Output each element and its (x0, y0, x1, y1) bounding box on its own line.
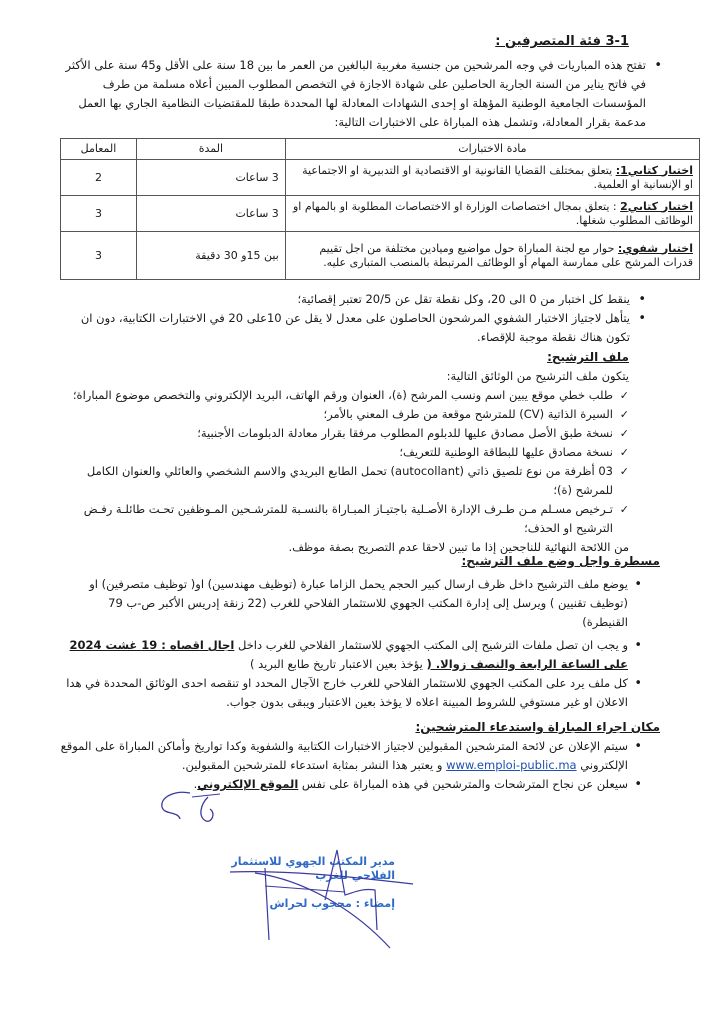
intro-paragraph: • تفتح هذه المباريات في وجه المرشحين من جنسية مغربية البالغين من العمر ما بين 18 سنة على الأقل و45 سنة على الأكثر في فاتح يناير من السنة الجارية الحاصلين على شهادة الاجازة في التخصص المطلوب المبين أعلاه مسلمة من طرف المؤسسات الجامعية الوطنية المؤهلة او إحدى الشهادات المعادلة لها المحددة طبقا للمقتضيات النظامية الجاري بها العمل مدعمة بقرار المعادلة، وتشمل هذه المباراة على الاختبارات التالية: (60, 56, 662, 132)
exam-description: حوار مع لجنة المباراة حول مواضيع وميادين مختلفة من اجل تقييم قدرات المرشح على ممارسة المهام أو الوظائف المرتبطة بالمنصب المتبارى عليه. (319, 241, 693, 269)
venue-heading: مكان اجراء المباراة واستدعاء المترشحين: (415, 720, 660, 734)
grading-rule: • ينقط كل اختبار من 0 الى 20، وكل نقطة تقل عن 20/5 تعتبر إقصائية؛ (60, 290, 646, 309)
document-item: ✓ نسخة مصادق عليها للبطاقة الوطنية للتعريف؛ (60, 443, 629, 462)
exam-duration: 3 ساعات (136, 160, 285, 196)
exam-description: يتعلق بمختلف القضايا القانونية او الاقتصادية او التدبيرية او الاجتماعية او الإنسانية او العلمية. (302, 163, 693, 191)
grading-rule: • يتأهل لاجتياز الاختبار الشفوي المرشحون الحاصلون على معدل لا يقل عن 10على 20 في الاختبارات الكتابية، دون ان تكون هناك نقطة موجبة للإقصاء. (60, 309, 646, 347)
emploi-public-link[interactable]: www.emploi-public.ma (446, 758, 577, 772)
website-bold-text: الموقع الإلكتروني (197, 777, 299, 791)
stamp-line: مدير المكتب الجهوي للاستثمار (231, 855, 395, 868)
exam-duration: بين 15و 30 دقيقة (136, 232, 285, 280)
exams-table (60, 138, 700, 280)
venue-item-text: سيعلن عن نجاح المترشحات والمترشحين في هذه المباراة على نفس (298, 777, 628, 791)
application-file-heading: ملف الترشيح: (547, 350, 629, 364)
application-file-intro: يتكون ملف الترشيح من الوثائق التالية: (446, 369, 629, 383)
exam-label: اختبار كتابي2 (620, 199, 693, 213)
venue-item (60, 775, 642, 794)
application-file-note: من اللائحة النهائية للناجحين إذا ما تبين لاحقا عدم التصريح بصفة موظف. (288, 540, 629, 554)
stamp-line: إمضاء : محجوب لحراش (269, 897, 395, 910)
exam-coefficient: 3 (61, 232, 137, 280)
exam-subject (285, 196, 699, 232)
exam-coefficient: 3 (61, 196, 137, 232)
exam-subject (285, 160, 699, 196)
header-coefficient: المعامل (61, 139, 137, 160)
document-item: ✓ السيرة الذاتية (CV) للمترشح موقعة من طرف المعني بالأمر؛ (60, 405, 629, 424)
exam-description: : يتعلق بمجال اختصاصات الوزارة او الاختصاصات المطلوبة او بالمهام او الوظائف المطلوب شغلها. (292, 199, 693, 227)
document-item: ✓ طلب خطي موقع يبين اسم ونسب المرشح (ة)، العنوان ورقم الهاتف، البريد الإلكتروني والتخصص موضوع المباراة؛ (60, 386, 629, 405)
venue-block (60, 718, 660, 794)
document-item: ✓ تـرخيص مسـلم مـن طـرف الإدارة الأصـلية باجتيـاز المبـاراة بالنسـبة للمترشـحين المـوظفين تحـت طائلـة رفـض الترشيح او الحذف؛ (60, 500, 629, 538)
document-item: ✓ نسخة طبق الأصل مصادق عليها للدبلوم المطلوب مرفقا بقرار معادلة الدبلومات الأجنبية؛ (60, 424, 629, 443)
section-title-text: فئة المتصرفين : (495, 34, 601, 49)
procedure-item (60, 636, 642, 674)
procedure-item-text: و يجب ان تصل ملفات الترشيح إلى المكتب الجهوي للاستثمار الفلاحي للغرب داخل (234, 638, 628, 652)
deadline-text: اجال اقصاه : 19 غشت 2024 على الساعة الرابعة والنصف زوالا. ( (69, 638, 628, 671)
exam-label: اختبار شفوي: (617, 241, 693, 255)
exam-label: اختبار كتابي1: (615, 163, 693, 177)
procedure-item: • يوضع ملف الترشيح داخل ظرف ارسال كبير الحجم يحمل الزاما عبارة (توظيف مهندسين) او( توظيف متصرفين) او (توظيف تقنيين ) ويرسل إلى إدارة المكتب الجهوي للاستثمار الفلاحي للغرب (22 زنقة إدريس الأكبر ص-ب 79 القنيطرة) (60, 575, 642, 632)
table-row (61, 160, 700, 196)
section-number: 3-1 (605, 34, 629, 49)
exam-coefficient: 2 (61, 160, 137, 196)
table-row (61, 232, 700, 280)
official-stamp (215, 855, 395, 911)
intro-block (60, 56, 662, 132)
header-subject: مادة الاختبارات (285, 139, 699, 160)
procedure-item-text: يؤخذ بعين الاعتبار تاريخ طابع البريد ) (249, 657, 427, 671)
procedure-item: • كل ملف يرد على المكتب الجهوي للاستثمار الفلاحي للغرب خارج الآجال المحدد او تنقصه احدى الوثائق المحددة في هدا الاعلان او غير مستوفي للشروط المبينة اعلاه لا يؤخذ بعين الاعتبار ويبقى بدون جواب. (60, 674, 642, 712)
procedure-block (60, 552, 660, 712)
venue-item-period: . (193, 777, 198, 791)
procedure-heading: مسطرة واجل وضع ملف الترشيح: (461, 554, 660, 568)
venue-item-text: و يعتبر هذا النشر بمثابة استدعاء للمترشحين المقبولين. (181, 758, 447, 772)
venue-item-text: سيتم الإعلان عن لائحة المترشحين المقبولين لاجتياز الاختبارات الكتابية والشفوية وكدا تواريخ وأماكن المباراة على الموقع الإلكتروني (60, 739, 628, 772)
section-title (495, 34, 629, 49)
exam-subject (285, 232, 699, 280)
header-duration: المدة (136, 139, 285, 160)
table-row (61, 196, 700, 232)
grading-block (60, 290, 646, 347)
document-item: ✓ 03 أظرفة من نوع تلصيق ذاتي (autocollant) تحمل الطابع البريدي والاسم الشخصي والعائلي والعنوان الكامل للمرشح (ة)؛ (60, 462, 629, 500)
stamp-line: الفلاحي للغرب (315, 869, 395, 882)
exam-duration: 3 ساعات (136, 196, 285, 232)
application-file-block (60, 348, 629, 557)
venue-item (60, 737, 642, 775)
table-header-row (61, 139, 700, 160)
